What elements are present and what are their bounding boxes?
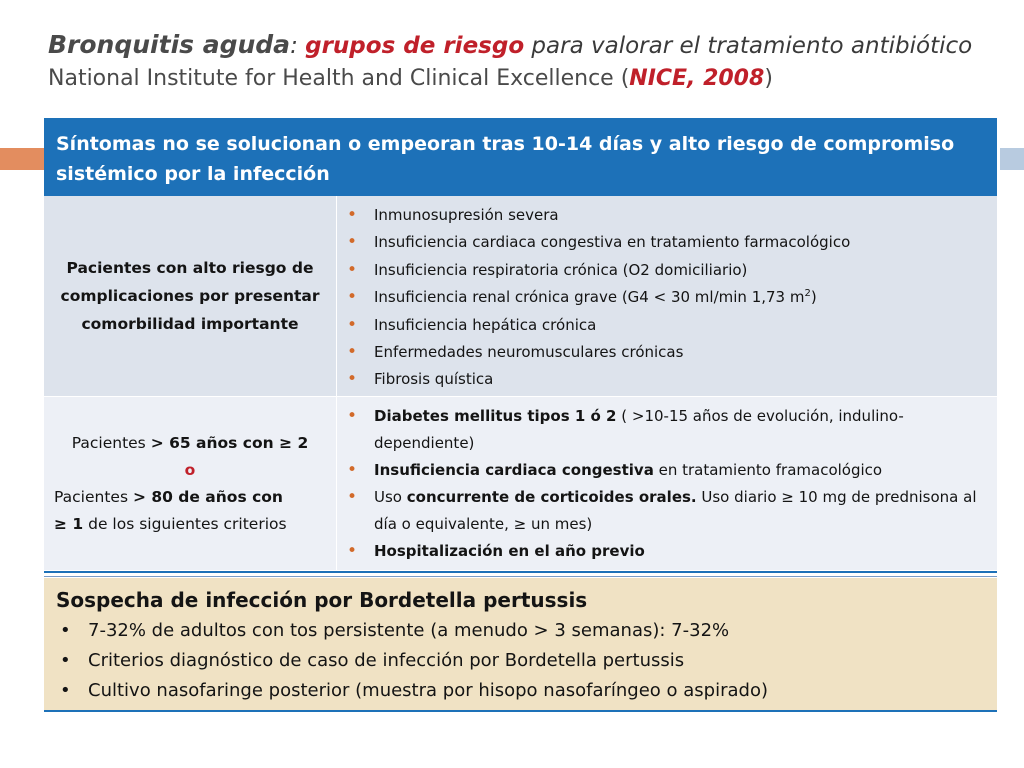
renal-close: ) [810, 288, 817, 307]
comorbidity-list [337, 202, 987, 394]
pertussis-heading: Sospecha de infección por Bordetella pertussis [56, 588, 588, 612]
title-colon: : [290, 33, 306, 59]
pertussis-box [44, 578, 997, 712]
decorative-bar-right [1000, 148, 1024, 170]
age-or: o [184, 460, 196, 479]
age-line-80-criteria: > 80 de años con [132, 487, 283, 506]
list-item: • Inmunosupresión severa [337, 202, 987, 229]
item-prefix: Uso [374, 488, 407, 506]
item-text: en tratamiento framacológico [653, 461, 883, 479]
table-row-comorbidity [44, 196, 997, 397]
list-item: • Insuficiencia cardiaca congestiva en tratamiento farmacológico [337, 229, 987, 256]
title-main: Bronquitis aguda [48, 30, 291, 59]
row-label-comorbidity: Pacientes con alto riesgo de complicaciones por presentar comorbilidad importante [44, 196, 337, 396]
age-line-65-prefix: Pacientes [71, 433, 151, 452]
item-text: Uso diario ≥ 10 mg de prednisona al día o equivalente, ≥ un mes) [374, 488, 977, 533]
decorative-bar-left [0, 148, 44, 170]
title-line-1 [48, 28, 998, 63]
list-item: • Fibrosis quística [337, 366, 987, 393]
item-bold: Insuficiencia cardiaca congestiva [374, 461, 654, 479]
risk-criteria-table [44, 118, 997, 571]
list-item: • Enfermedades neuromusculares crónicas [337, 339, 987, 366]
list-item [337, 538, 987, 565]
renal-text: Insuficiencia renal crónica grave (G4 < 30 ml/min 1,73 m [374, 288, 805, 307]
title-line-2 [48, 63, 998, 95]
age-criteria-text: de los siguientes criterios [83, 514, 287, 533]
table-header: Síntomas no se solucionan o empeoran tras 10-14 días y alto riesgo de compromiso sistémico por la infección [44, 118, 997, 196]
comorbidity-criteria [337, 196, 997, 396]
table-row-age [44, 397, 997, 571]
row-label-age [44, 397, 337, 570]
list-item [337, 484, 987, 538]
superscript-two: 2 [804, 288, 811, 300]
list-item [337, 403, 987, 457]
title-source-nice: NICE, 2008 [629, 66, 765, 91]
pertussis-list [56, 616, 985, 706]
list-item: • Criterios diagnóstico de caso de infección por Bordetella pertussis [56, 646, 985, 676]
item-bold: Hospitalización en el año previo [374, 542, 645, 560]
title-source-close: ) [764, 66, 773, 91]
list-item [337, 457, 987, 484]
slide-title [48, 28, 998, 95]
age-criteria-list [337, 403, 987, 565]
title-risk-groups: grupos de riesgo [305, 33, 525, 59]
title-source: National Institute for Health and Clinical Excellence ( [48, 66, 630, 91]
age-line-65 [50, 430, 330, 457]
age-min-criteria: ≥ 1 [54, 514, 84, 533]
age-line-80 [50, 484, 330, 511]
age-criteria [337, 397, 997, 570]
age-line-criteria [50, 511, 330, 538]
age-line-65-criteria: > 65 años con ≥ 2 [150, 433, 309, 452]
item-text: ( >10-15 años de evolución, indulino-dependiente) [374, 407, 904, 452]
item-bold: Diabetes mellitus tipos 1 ó 2 [374, 407, 617, 425]
title-rest: para valorar el tratamiento antibiótico [524, 33, 973, 59]
list-item: • Insuficiencia respiratoria crónica (O2 domiciliario) [337, 257, 987, 284]
age-line-80-prefix: Pacientes [54, 487, 133, 506]
item-bold: concurrente de corticoides orales. [406, 488, 697, 506]
list-item: • 7-32% de adultos con tos persistente (a menudo > 3 semanas): 7-32% [56, 616, 985, 646]
list-item [337, 284, 987, 311]
section-divider [44, 570, 997, 578]
list-item: • Cultivo nasofaringe posterior (muestra por hisopo nasofaríngeo o aspirado) [56, 676, 985, 706]
list-item: • Insuficiencia hepática crónica [337, 312, 987, 339]
